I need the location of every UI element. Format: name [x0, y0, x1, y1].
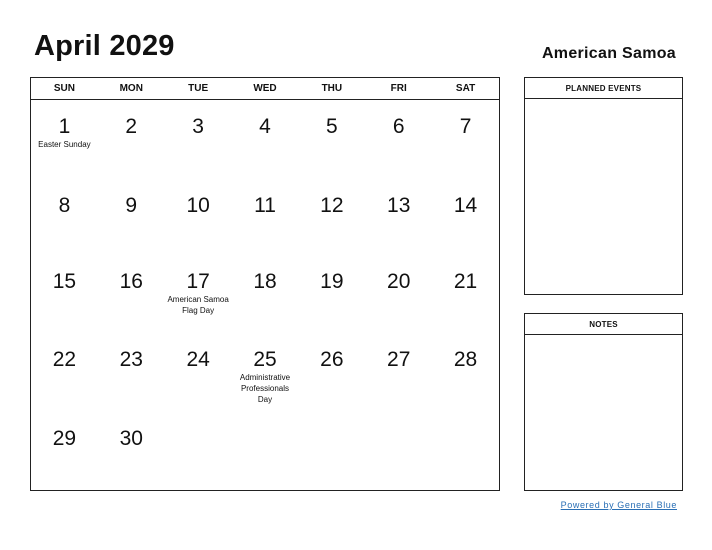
day-cell	[165, 100, 232, 179]
day-cell	[298, 255, 365, 333]
day-number: 16	[119, 270, 143, 293]
day-number: 11	[254, 194, 276, 217]
day-number: 20	[387, 270, 411, 293]
day-cell	[432, 179, 499, 255]
day-number: 3	[192, 115, 204, 138]
planned-events-heading: PLANNED EVENTS	[525, 78, 682, 99]
day-cell	[165, 179, 232, 255]
day-cell	[98, 412, 165, 489]
day-cell	[31, 100, 98, 179]
day-number: 18	[253, 270, 277, 293]
day-number: 24	[186, 348, 210, 371]
day-number: 15	[52, 270, 77, 293]
day-cell	[165, 333, 232, 412]
day-cell	[31, 412, 98, 489]
day-cell	[232, 179, 299, 255]
day-cell	[98, 179, 165, 255]
day-number: 21	[453, 270, 478, 293]
day-number: 6	[392, 115, 405, 138]
region-label: American Samoa	[541, 45, 676, 62]
day-cell	[298, 100, 365, 179]
powered-by-link[interactable]: Powered by General Blue	[560, 500, 677, 510]
day-cell	[232, 412, 299, 489]
day-number: 17	[186, 270, 210, 293]
day-number: 4	[259, 115, 271, 138]
day-cell	[298, 333, 365, 412]
day-number: 25	[253, 348, 277, 371]
day-cell	[298, 412, 365, 489]
day-cell	[365, 412, 432, 489]
day-number: 27	[387, 348, 411, 371]
day-number: 13	[387, 194, 411, 217]
day-cell	[31, 333, 98, 412]
day-number: 10	[186, 194, 210, 217]
weekday-tue: TUE	[188, 83, 209, 94]
holiday-label: American Samoa Flag Day	[167, 295, 229, 315]
notes-panel	[524, 313, 683, 491]
weekday-sun: SUN	[53, 83, 75, 94]
day-cell	[432, 333, 499, 412]
day-number: 12	[320, 194, 344, 217]
weekday-fri: FRI	[390, 83, 407, 94]
weekday-header-row	[31, 78, 499, 100]
notes-heading: NOTES	[525, 314, 682, 335]
page-title: April 2029	[34, 30, 175, 62]
day-cell	[232, 100, 299, 179]
day-cell	[298, 179, 365, 255]
holiday-label: Easter Sunday	[38, 140, 91, 149]
day-cell	[98, 333, 165, 412]
day-cell	[432, 100, 499, 179]
day-cell	[365, 100, 432, 179]
day-number: 28	[453, 348, 478, 371]
day-cell	[232, 255, 299, 333]
day-number: 14	[453, 194, 478, 217]
planned-events-panel	[524, 77, 683, 295]
day-cell	[165, 412, 232, 489]
day-number: 9	[125, 194, 138, 217]
day-cell	[365, 255, 432, 333]
day-cell	[432, 412, 499, 489]
day-number: 30	[119, 427, 143, 450]
day-cell	[31, 179, 98, 255]
day-number: 5	[326, 115, 338, 138]
day-grid	[31, 100, 499, 489]
day-number: 23	[119, 348, 143, 371]
day-cell	[98, 255, 165, 333]
holiday-label: Administrative Professionals Day	[239, 373, 291, 404]
day-cell	[365, 333, 432, 412]
calendar-grid	[30, 77, 500, 491]
day-number: 1	[58, 115, 71, 138]
day-cell	[365, 179, 432, 255]
weekday-wed: WED	[253, 83, 277, 94]
day-number: 2	[125, 115, 138, 138]
day-number: 7	[459, 115, 472, 138]
day-number: 8	[58, 194, 71, 217]
day-number: 26	[320, 348, 344, 371]
weekday-mon: MON	[119, 83, 143, 94]
day-number: 29	[52, 427, 77, 450]
day-number: 22	[52, 348, 77, 371]
weekday-sat: SAT	[455, 83, 476, 94]
day-cell	[432, 255, 499, 333]
day-cell	[98, 100, 165, 179]
day-cell	[31, 255, 98, 333]
weekday-thu: THU	[321, 83, 343, 94]
day-cell	[165, 255, 232, 333]
day-number: 19	[320, 270, 344, 293]
day-cell	[232, 333, 299, 412]
